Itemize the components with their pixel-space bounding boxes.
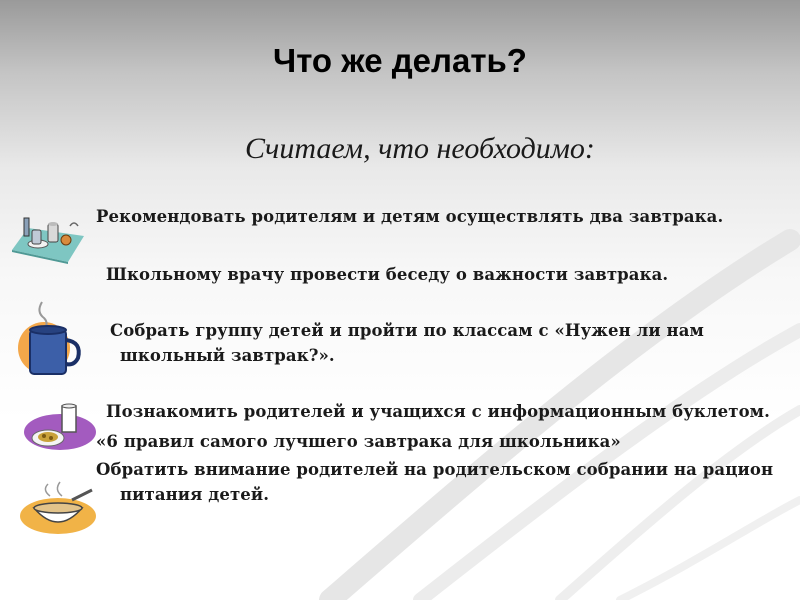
soup-bowl-icon — [18, 480, 98, 538]
item-parent-meeting-cont: питания детей. — [120, 485, 270, 504]
coffee-mug-icon — [14, 300, 88, 380]
item-school-doctor: Школьному врачу провести беседу о важности завтрака. — [106, 265, 669, 284]
item-group-survey-cont: школьный завтрак?». — [120, 346, 335, 365]
plate-and-glass-icon — [20, 400, 96, 454]
item-two-breakfasts: Рекомендовать родителям и детям осуществлять два завтрака. — [96, 207, 724, 226]
item-group-survey: Собрать группу детей и пройти по классам с «Нужен ли нам — [110, 321, 704, 340]
item-six-rules: «6 правил самого лучшего завтрака для школьника» — [96, 432, 621, 451]
slide-subtitle: Считаем, что необходимо: — [245, 132, 595, 165]
item-booklet: Познакомить родителей и учащихся с информационным буклетом. — [106, 402, 770, 421]
breakfast-table-icon — [8, 206, 86, 264]
slide-title: Что же делать? — [273, 42, 527, 79]
item-parent-meeting: Обратить внимание родителей на родительском собрании на рацион — [96, 460, 774, 479]
